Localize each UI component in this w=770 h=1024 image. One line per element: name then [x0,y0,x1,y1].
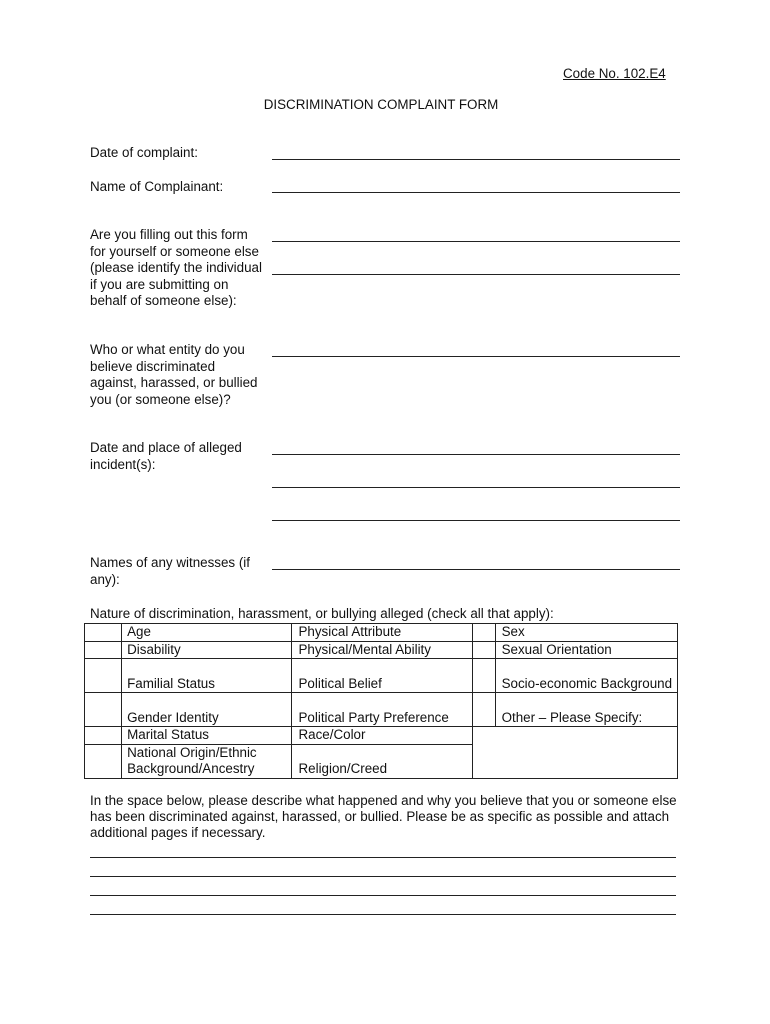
description-instructions: In the space below, please describe what happened and why you believe that you or someone else has been discriminated against, harassed, or bullied. Please be as specific as possible and attach additional pages if necessary. [90,793,677,840]
checkbox-cell-other[interactable] [472,693,495,727]
option-socio-economic: Socio-economic Background [495,659,677,693]
nature-checklist-table [84,623,678,779]
filling-for-field-2[interactable] [272,274,680,275]
date-of-complaint-field[interactable] [272,159,680,160]
form-title: DISCRIMINATION COMPLAINT FORM [263,97,499,112]
entity-field[interactable] [272,356,680,357]
option-other: Other – Please Specify: [495,693,677,727]
complainant-name-label: Name of Complainant: [90,179,224,194]
table-row [85,693,678,727]
witnesses-label: Names of any witnesses (if any): [90,555,251,587]
checkbox-cell-disability[interactable] [85,641,122,659]
table-row [85,727,678,745]
checkbox-cell-marital-status[interactable] [85,727,122,745]
option-physical-mental-ability: Physical/Mental Ability [292,641,472,659]
option-familial-status: Familial Status [122,659,292,693]
option-physical-attribute: Physical Attribute [292,624,472,642]
complainant-name-field[interactable] [272,192,680,193]
table-row [85,624,678,642]
checkbox-cell-age[interactable] [85,624,122,642]
checkbox-cell-sex[interactable] [472,624,495,642]
option-religion-creed: Religion/Creed [292,744,472,778]
witnesses-field[interactable] [272,569,680,570]
description-line-3[interactable] [90,895,676,896]
incident-field-2[interactable] [272,487,680,488]
checkbox-cell-national-origin[interactable] [85,744,122,778]
option-national-origin: National Origin/Ethnic Background/Ancestry [122,744,292,778]
table-row [85,641,678,659]
nature-heading: Nature of discrimination, harassment, or bullying alleged (check all that apply): [90,606,554,621]
table-row [85,659,678,693]
option-sexual-orientation: Sexual Orientation [495,641,677,659]
incident-label: Date and place of alleged incident(s): [90,440,242,472]
description-line-4[interactable] [90,914,676,915]
other-specify-field[interactable] [472,727,677,779]
description-line-1[interactable] [90,857,676,858]
code-number: Code No. 102.E4 [563,66,666,81]
filling-for-field-1[interactable] [272,241,680,242]
incident-field-3[interactable] [272,520,680,521]
option-disability: Disability [122,641,292,659]
option-marital-status: Marital Status [122,727,292,745]
checkbox-cell-socio-economic[interactable] [472,659,495,693]
option-age: Age [122,624,292,642]
checkbox-cell-gender-identity[interactable] [85,693,122,727]
option-sex: Sex [495,624,677,642]
option-political-party-preference: Political Party Preference [292,693,472,727]
date-of-complaint-label: Date of complaint: [90,145,198,160]
option-political-belief: Political Belief [292,659,472,693]
option-gender-identity: Gender Identity [122,693,292,727]
filling-for-label: Are you filling out this form for yourself or someone else (please identify the individual if you are submitting on behalf of someone else): [90,227,262,309]
description-line-2[interactable] [90,876,676,877]
entity-label: Who or what entity do you believe discriminated against, harassed, or bullied you (or someone else)? [90,342,258,407]
incident-field-1[interactable] [272,454,680,455]
checkbox-cell-sexual-orientation[interactable] [472,641,495,659]
option-race-color: Race/Color [292,727,472,745]
checkbox-cell-familial-status[interactable] [85,659,122,693]
